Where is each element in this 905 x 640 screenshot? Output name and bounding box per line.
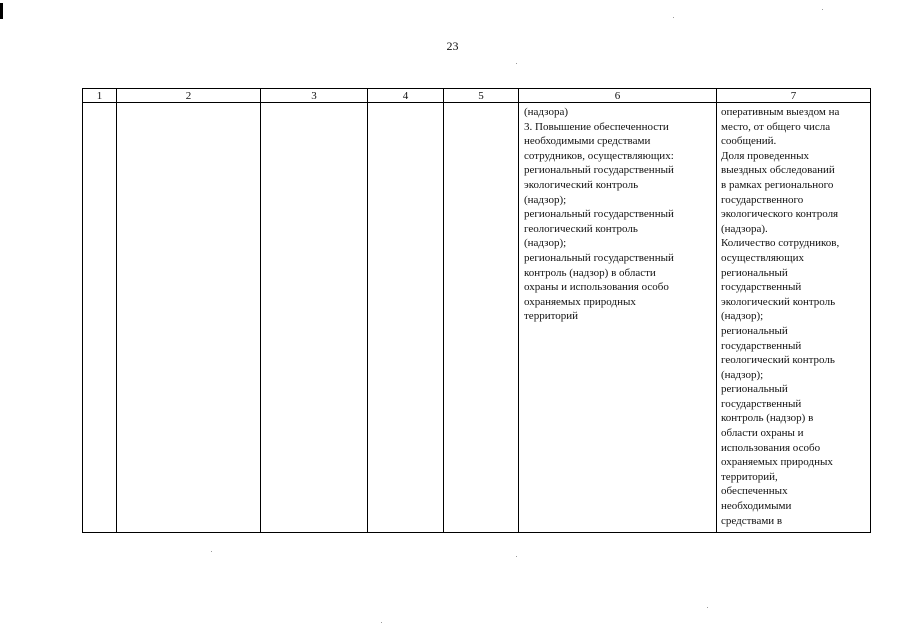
cell-col-7 <box>717 103 871 533</box>
cell-col-6 <box>519 103 717 533</box>
scan-speck <box>673 17 674 18</box>
cell-col-3-text <box>261 103 367 105</box>
cell-col-5-text <box>444 103 518 105</box>
cell-col-7-text: оперативным выездом на место, от общего числа сообщений. Доля проведенных выездных обследований в рамках регионального государственного экологического контроля (надзора). Количество сотрудников, осуществляющих региональный государственный экологический контроль (надзор); региональный государственный геологический контроль (надзор); региональный государственный контроль (надзор) в области охраны и использования особо охраняемых природных территорий, обеспеченных необходимыми средствами в <box>721 106 840 527</box>
column-header-6: 6 <box>519 89 717 103</box>
cell-col-1-text <box>83 103 116 105</box>
column-header-2: 2 <box>117 89 261 103</box>
page-number: 23 <box>446 39 459 53</box>
scan-speck <box>707 607 708 608</box>
cell-col-4 <box>368 103 444 533</box>
cell-col-3 <box>261 103 368 533</box>
scan-speck <box>516 556 517 557</box>
scan-speck <box>516 63 517 64</box>
column-header-7: 7 <box>717 89 871 103</box>
cell-col-2-text <box>117 103 260 105</box>
table-row <box>83 103 871 533</box>
cell-col-6-text: (надзора) 3. Повышение обеспеченности необходимыми средствами сотрудников, осуществляющих: региональный государственный экологический контроль (надзор); региональный государственный геологический контроль (надзор); региональный государственный контроль (надзор) в области охраны и использования особо охраняемых природных территорий <box>524 106 674 323</box>
column-header-5: 5 <box>444 89 519 103</box>
cell-col-2 <box>117 103 261 533</box>
data-table <box>82 88 871 533</box>
cell-col-5 <box>444 103 519 533</box>
column-header-1: 1 <box>83 89 117 103</box>
column-header-3: 3 <box>261 89 368 103</box>
scan-speck <box>822 9 823 10</box>
scan-speck <box>211 551 212 552</box>
scan-speck <box>381 622 382 623</box>
cell-col-1 <box>83 103 117 533</box>
cell-col-4-text <box>368 103 443 105</box>
header-row <box>83 89 871 103</box>
column-header-4: 4 <box>368 89 444 103</box>
scan-edge-mark <box>0 3 3 19</box>
